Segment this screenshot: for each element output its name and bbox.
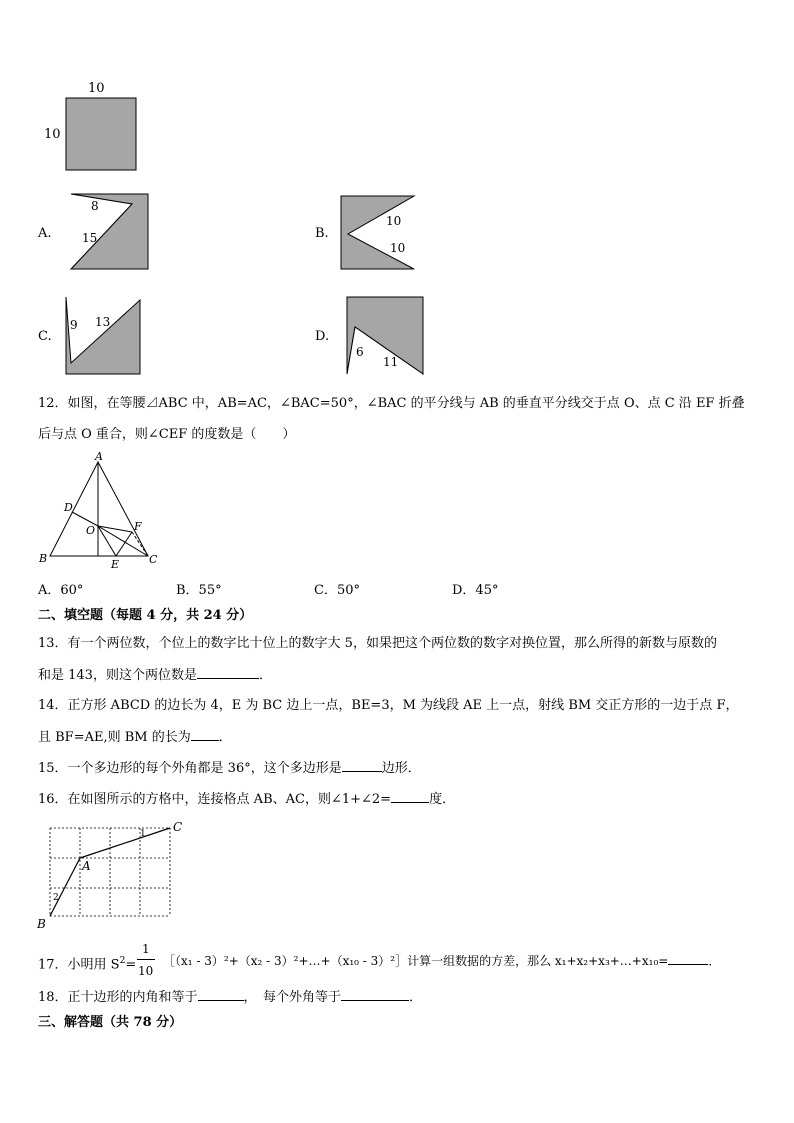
q17-end: ． — [708, 954, 721, 968]
q16-end: 度． — [429, 792, 456, 807]
q12-line2: 后与点 O 重合，则∠CEF 的度数是（ ） — [38, 427, 296, 442]
grid-point-a: A — [82, 859, 91, 873]
q16-grid-figure — [34, 818, 194, 930]
q12-option-b: B．55° — [176, 583, 222, 598]
q18-blank2[interactable] — [341, 988, 409, 1001]
q17-frac-bar — [137, 959, 155, 960]
q17-body — [163, 952, 720, 970]
point-o: O — [86, 524, 96, 537]
q17-sup: 2 — [119, 956, 126, 966]
square-top-label: 10 — [88, 81, 105, 96]
option-b-shape — [341, 196, 414, 269]
angle-2-label: 2 — [53, 893, 59, 903]
option-d-label: D. — [315, 329, 330, 344]
section3-heading: 三、解答题（共 78 分） — [38, 1015, 183, 1030]
q17-s: 17．小明用 S — [38, 957, 120, 973]
q14-answer-blank[interactable] — [191, 728, 219, 741]
square-figure — [40, 78, 150, 178]
q13-end: ． — [258, 668, 272, 683]
point-e: E — [111, 558, 120, 571]
q16-line — [38, 790, 455, 809]
segment-ef — [116, 532, 132, 556]
square-shape — [66, 98, 136, 170]
option-c-n2: 13 — [95, 315, 111, 329]
segment-ac — [80, 828, 170, 858]
grid-point-c: C — [173, 820, 183, 834]
q17-line — [38, 940, 758, 980]
point-c: C — [149, 553, 158, 566]
option-c-shape — [66, 297, 140, 374]
q12-triangle-figure — [36, 450, 166, 572]
q17-eq: = — [125, 957, 137, 973]
q14-line1: 14．正方形 ABCD 的边长为 4，E 为 BC 边上一点，BE=3，M 为线段 AE 上一点，射线 BM 交正方形的一边于点 F， — [38, 698, 739, 713]
q14-line2 — [38, 728, 232, 747]
q13-text: 和是 143，则这个两位数是 — [38, 668, 197, 683]
q13-answer-blank[interactable] — [197, 666, 259, 679]
q18-end: ． — [409, 990, 423, 1005]
q12-option-c: C．50° — [314, 583, 360, 598]
angle-1-label: 1 — [140, 829, 146, 839]
option-d-figure — [340, 292, 430, 378]
q18-blank1[interactable] — [198, 988, 244, 1001]
square-left-label: 10 — [44, 127, 61, 142]
option-c-label: C. — [38, 329, 52, 344]
q16-text: 16．在如图所示的方格中，连接格点 AB、AC，则∠1+∠2= — [38, 792, 392, 807]
option-a-figure — [64, 188, 154, 274]
segment-ab — [50, 858, 80, 916]
q14-text: 且 BF=AE,则 BM 的长为 — [38, 730, 191, 745]
option-a-n1: 8 — [91, 199, 99, 213]
grid-lines — [50, 828, 170, 916]
option-a-label: A. — [38, 226, 52, 241]
option-c-n1: 9 — [70, 318, 78, 332]
q18-text2: ， 每个外角等于 — [243, 990, 342, 1005]
q15-text: 15．一个多边形的每个外角都是 36°，这个多边形是 — [38, 761, 342, 776]
q15-answer-blank[interactable] — [342, 759, 382, 772]
point-b: B — [39, 552, 48, 565]
q14-end: ． — [218, 730, 232, 745]
q18-text1: 18．正十边形的内角和等于 — [38, 990, 198, 1005]
q17-prefix — [38, 952, 136, 974]
q12-option-d: D．45° — [452, 583, 499, 598]
q18-line — [38, 988, 422, 1007]
option-b-label: B. — [315, 226, 329, 241]
grid-point-b: B — [37, 917, 46, 930]
option-d-n2: 11 — [383, 355, 399, 369]
q17-frac-num: 1 — [142, 942, 150, 956]
q17-expr: ［（x₁ - 3）²+（x₂ - 3）²+…+（x₁₀ - 3）²］计算一组数据的方差，那么 x₁+x₂+x₃+…+x₁₀= — [163, 954, 669, 968]
point-a: A — [95, 450, 103, 463]
q12-line1: 12．如图，在等腰⊿ABC 中，AB=AC，∠BAC=50°，∠BAC 的平分线与 AB 的垂直平分线交于点 O、点 C 沿 EF 折叠 — [38, 396, 745, 411]
option-b-n2: 10 — [390, 241, 406, 255]
point-d: D — [64, 501, 73, 514]
segment-oe — [98, 526, 116, 556]
q15-end: 边形． — [381, 761, 421, 776]
q13-line2 — [38, 666, 272, 685]
option-b-figure — [336, 190, 426, 276]
option-c-figure — [60, 292, 150, 378]
q12-option-a: A．60° — [38, 583, 84, 598]
option-b-n1: 10 — [386, 214, 402, 228]
q17-frac-den: 10 — [138, 964, 154, 978]
q16-answer-blank[interactable] — [391, 790, 429, 803]
square-figure-svg — [40, 78, 150, 178]
q15-line — [38, 759, 421, 778]
q17-answer-blank[interactable] — [668, 952, 708, 965]
point-f: F — [134, 520, 142, 533]
option-a-n2: 15 — [82, 231, 98, 245]
q13-line1: 13．有一个两位数，个位上的数字比十位上的数字大 5，如果把这个两位数的数字对换位置，那么所得的新数与原数的 — [38, 636, 717, 651]
section2-heading: 二、填空题（每题 4 分，共 24 分） — [38, 608, 253, 623]
option-d-n1: 6 — [356, 345, 364, 359]
